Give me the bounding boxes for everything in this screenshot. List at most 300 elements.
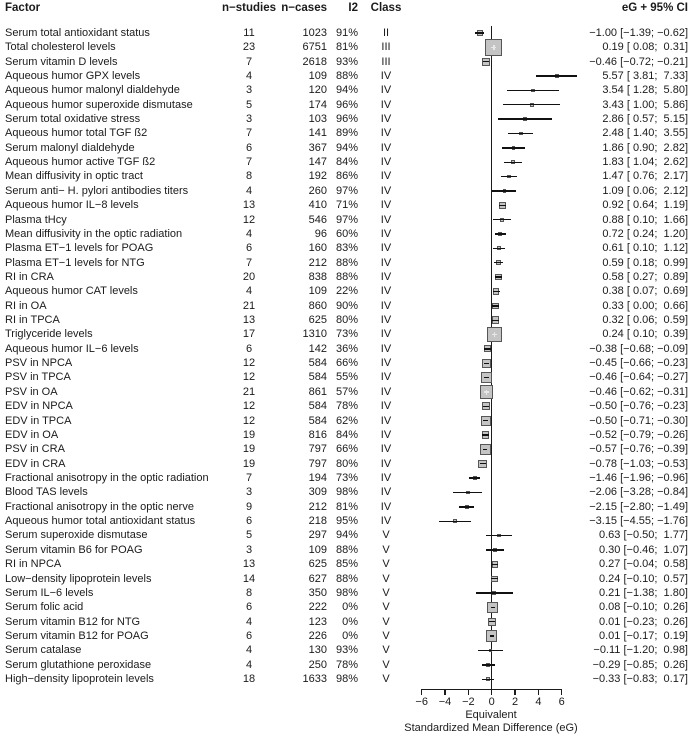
col-header-n-cases: n−cases (281, 2, 327, 14)
col-header-eg-ci: eG + 95% CI (621, 2, 688, 14)
i2-value: 57% (335, 385, 358, 398)
n-studies-value: 12 (242, 371, 256, 384)
eg-ci-value: 0.30 [−0.46; 1.07] (599, 543, 688, 556)
eg-ci-value: −0.46 [−0.72; −0.21] (589, 55, 688, 68)
n-studies-value: 8 (245, 170, 253, 183)
i2-value: 66% (335, 443, 358, 456)
eg-ci-value: 1.86 [ 0.90; 2.82] (602, 141, 688, 154)
table-row (0, 241, 690, 255)
n-studies-value: 12 (242, 213, 256, 226)
n-cases-value: 109 (308, 543, 327, 556)
n-cases-value: 838 (308, 270, 327, 283)
i2-value: 88% (335, 543, 358, 556)
class-value: IV (380, 299, 392, 312)
class-value: IV (380, 414, 392, 427)
n-studies-value: 19 (242, 443, 256, 456)
factor-label: High−density lipoprotein levels (5, 673, 154, 686)
n-studies-value: 4 (245, 285, 253, 298)
factor-label: RI in NPCA (5, 558, 62, 571)
table-row (0, 40, 690, 54)
n-studies-value: 7 (245, 55, 253, 68)
factor-label: Plasma tHcy (5, 213, 67, 226)
factor-label: Aqueous humor IL−6 levels (5, 342, 139, 355)
x-axis-tick (491, 689, 492, 695)
table-row (0, 514, 690, 528)
n-cases-value: 109 (308, 69, 327, 82)
n-cases-value: 218 (308, 515, 327, 528)
table-header (0, 1, 690, 15)
i2-value: 0% (342, 601, 358, 614)
eg-ci-value: 0.58 [ 0.27; 0.89] (602, 270, 688, 283)
n-studies-value: 6 (245, 242, 253, 255)
n-cases-value: 797 (308, 443, 327, 456)
eg-ci-value: 3.43 [ 1.00; 5.86] (602, 98, 688, 111)
table-row (0, 414, 690, 428)
table-row (0, 643, 690, 657)
table-row (0, 543, 690, 557)
eg-ci-value: 0.08 [−0.10; 0.26] (599, 601, 688, 614)
n-studies-value: 5 (245, 529, 253, 542)
table-row (0, 198, 690, 212)
i2-value: 96% (335, 98, 358, 111)
table-row (0, 557, 690, 571)
factor-label: Aqueous humor GPX levels (5, 69, 141, 82)
x-axis-tick (421, 689, 422, 695)
i2-value: 96% (335, 112, 358, 125)
x-axis-tick (468, 689, 469, 695)
i2-value: 83% (335, 242, 358, 255)
i2-value: 55% (335, 371, 358, 384)
eg-ci-value: 0.24 [ 0.10; 0.39] (602, 328, 688, 341)
table-row (0, 572, 690, 586)
x-axis-tick-label: 0 (488, 696, 495, 708)
eg-ci-value: 0.01 [−0.17; 0.19] (599, 629, 688, 642)
class-value: IV (380, 471, 392, 484)
table-row (0, 600, 690, 614)
i2-value: 98% (335, 673, 358, 686)
factor-label: RI in TPCA (5, 314, 60, 327)
n-cases-value: 1023 (302, 26, 327, 39)
eg-ci-value: −0.50 [−0.76; −0.23] (589, 400, 688, 413)
table-row (0, 586, 690, 600)
n-studies-value: 7 (245, 127, 253, 140)
table-row (0, 370, 690, 384)
class-value: V (382, 558, 390, 571)
n-cases-value: 546 (308, 213, 327, 226)
class-value: IV (380, 385, 392, 398)
i2-value: 98% (335, 586, 358, 599)
i2-value: 80% (335, 314, 358, 327)
eg-ci-value: −0.57 [−0.76; −0.39] (589, 443, 688, 456)
n-studies-value: 3 (245, 486, 253, 499)
n-studies-value: 13 (242, 558, 256, 571)
table-row (0, 442, 690, 456)
class-value: V (382, 572, 390, 585)
table-row (0, 256, 690, 270)
i2-value: 93% (335, 55, 358, 68)
n-studies-value: 4 (245, 658, 253, 671)
n-studies-value: 6 (245, 515, 253, 528)
n-studies-value: 6 (245, 342, 253, 355)
eg-ci-value: −3.15 [−4.55; −1.76] (589, 515, 688, 528)
n-studies-value: 21 (242, 385, 256, 398)
i2-value: 73% (335, 328, 358, 341)
i2-value: 97% (335, 213, 358, 226)
table-row (0, 385, 690, 399)
n-cases-value: 260 (308, 184, 327, 197)
i2-value: 0% (342, 615, 358, 628)
n-cases-value: 410 (308, 199, 327, 212)
n-studies-value: 9 (245, 500, 253, 513)
eg-ci-value: −0.33 [−0.83; 0.17] (592, 673, 688, 686)
eg-ci-value: 0.24 [−0.10; 0.57] (599, 572, 688, 585)
n-studies-value: 17 (242, 328, 256, 341)
class-value: IV (380, 486, 392, 499)
i2-value: 88% (335, 572, 358, 585)
n-studies-value: 12 (242, 357, 256, 370)
i2-value: 90% (335, 299, 358, 312)
table-row (0, 457, 690, 471)
table-row (0, 184, 690, 198)
eg-ci-value: −0.29 [−0.85; 0.26] (592, 658, 688, 671)
n-cases-value: 6751 (302, 41, 327, 54)
table-row (0, 485, 690, 499)
table-row (0, 270, 690, 284)
n-cases-value: 309 (308, 486, 327, 499)
class-value: IV (380, 342, 392, 355)
col-header-i2: I2 (348, 2, 358, 14)
factor-label: PSV in OA (5, 385, 58, 398)
factor-label: Aqueous humor CAT levels (5, 285, 138, 298)
factor-label: PSV in CRA (5, 443, 65, 456)
n-cases-value: 584 (308, 371, 327, 384)
factor-label: Aqueous humor active TGF ß2 (5, 156, 156, 169)
factor-label: RI in CRA (5, 270, 54, 283)
table-row (0, 672, 690, 686)
i2-value: 88% (335, 270, 358, 283)
table-row (0, 500, 690, 514)
i2-value: 94% (335, 141, 358, 154)
n-studies-value: 5 (245, 98, 253, 111)
eg-ci-value: −0.11 [−1.20; 0.98] (593, 644, 688, 657)
class-value: V (382, 543, 390, 556)
n-studies-value: 8 (245, 586, 253, 599)
eg-ci-value: −0.52 [−0.79; −0.26] (589, 428, 688, 441)
x-axis-tick-label: −2 (462, 696, 475, 708)
n-cases-value: 250 (308, 658, 327, 671)
class-value: V (382, 673, 390, 686)
n-cases-value: 367 (308, 141, 327, 154)
table-row (0, 299, 690, 313)
class-value: IV (380, 227, 392, 240)
eg-ci-value: 0.27 [−0.04; 0.58] (599, 558, 688, 571)
class-value: V (382, 658, 390, 671)
class-value: V (382, 629, 390, 642)
x-axis-tick (444, 689, 445, 695)
n-cases-value: 2618 (302, 55, 327, 68)
n-studies-value: 20 (242, 270, 256, 283)
eg-ci-value: −2.06 [−3.28; −0.84] (589, 486, 688, 499)
table-row (0, 313, 690, 327)
n-cases-value: 861 (308, 385, 327, 398)
factor-label: Serum vitamin B12 for POAG (5, 629, 149, 642)
i2-value: 22% (335, 285, 358, 298)
eg-ci-value: 5.57 [ 3.81; 7.33] (602, 69, 688, 82)
n-studies-value: 3 (245, 112, 253, 125)
n-studies-value: 23 (242, 41, 256, 54)
class-value: IV (380, 156, 392, 169)
n-studies-value: 19 (242, 428, 256, 441)
i2-value: 71% (335, 199, 358, 212)
i2-value: 98% (335, 486, 358, 499)
table-row (0, 213, 690, 227)
n-studies-value: 6 (245, 141, 253, 154)
n-cases-value: 212 (308, 500, 327, 513)
n-cases-value: 109 (308, 285, 327, 298)
i2-value: 86% (335, 170, 358, 183)
class-value: IV (380, 69, 392, 82)
eg-ci-value: 0.32 [ 0.06; 0.59] (602, 314, 688, 327)
eg-ci-value: 0.72 [ 0.24; 1.20] (602, 227, 688, 240)
n-cases-value: 96 (314, 227, 327, 240)
class-value: IV (380, 127, 392, 140)
x-axis-line (421, 689, 562, 690)
n-cases-value: 627 (308, 572, 327, 585)
i2-value: 36% (335, 342, 358, 355)
i2-value: 88% (335, 69, 358, 82)
table-row (0, 155, 690, 169)
n-studies-value: 4 (245, 227, 253, 240)
eg-ci-value: 0.61 [ 0.10; 1.12] (602, 242, 688, 255)
n-studies-value: 7 (245, 471, 253, 484)
n-studies-value: 4 (245, 69, 253, 82)
eg-ci-value: 0.63 [−0.50; 1.77] (599, 529, 688, 542)
x-axis-tick (538, 689, 539, 695)
factor-label: EDV in NPCA (5, 400, 73, 413)
i2-value: 60% (335, 227, 358, 240)
class-value: IV (380, 112, 392, 125)
n-cases-value: 174 (308, 98, 327, 111)
n-cases-value: 222 (308, 601, 327, 614)
class-value: IV (380, 285, 392, 298)
n-cases-value: 226 (308, 629, 327, 642)
x-axis-tick-label: 4 (535, 696, 542, 708)
table-row (0, 83, 690, 97)
i2-value: 93% (335, 644, 358, 657)
table-row (0, 629, 690, 643)
eg-ci-value: −0.38 [−0.68; −0.09] (589, 342, 688, 355)
factor-label: Serum vitamin B6 for POAG (5, 543, 143, 556)
i2-value: 95% (335, 515, 358, 528)
n-cases-value: 194 (308, 471, 327, 484)
n-cases-value: 147 (308, 156, 327, 169)
n-studies-value: 4 (245, 184, 253, 197)
i2-value: 94% (335, 529, 358, 542)
table-row (0, 141, 690, 155)
n-cases-value: 625 (308, 314, 327, 327)
n-studies-value: 13 (242, 314, 256, 327)
n-cases-value: 123 (308, 615, 327, 628)
n-cases-value: 120 (308, 84, 327, 97)
class-value: IV (380, 242, 392, 255)
col-header-class: Class (370, 2, 402, 14)
class-value: IV (380, 314, 392, 327)
eg-ci-value: −1.00 [−1.39; −0.62] (589, 26, 688, 39)
i2-value: 66% (335, 357, 358, 370)
factor-label: Serum anti− H. pylori antibodies titers (5, 184, 189, 197)
i2-value: 81% (335, 41, 358, 54)
eg-ci-value: 0.59 [ 0.18; 0.99] (602, 256, 688, 269)
x-axis-tick-label: 2 (511, 696, 519, 708)
n-studies-value: 3 (245, 543, 253, 556)
table-row (0, 471, 690, 485)
table-row (0, 126, 690, 140)
i2-value: 78% (335, 400, 358, 413)
n-studies-value: 7 (245, 156, 253, 169)
i2-value: 73% (335, 471, 358, 484)
factor-label: Fractional anisotropy in the optic radiation (5, 471, 209, 484)
n-studies-value: 4 (245, 615, 253, 628)
factor-label: Serum catalase (5, 644, 82, 657)
n-cases-value: 584 (308, 400, 327, 413)
x-axis-tick-label: −4 (438, 696, 452, 708)
n-cases-value: 103 (308, 112, 327, 125)
n-studies-value: 4 (245, 644, 253, 657)
class-value: IV (380, 371, 392, 384)
class-value: II (382, 26, 390, 39)
i2-value: 88% (335, 256, 358, 269)
eg-ci-value: 0.88 [ 0.10; 1.66] (602, 213, 688, 226)
eg-ci-value: 0.21 [−1.38; 1.80] (599, 586, 688, 599)
factor-label: Aqueous humor malonyl dialdehyde (5, 84, 180, 97)
eg-ci-value: 0.92 [ 0.64; 1.19] (602, 199, 688, 212)
class-value: V (382, 615, 390, 628)
n-cases-value: 141 (308, 127, 327, 140)
eg-ci-value: 0.19 [ 0.08; 0.31] (602, 41, 688, 54)
n-cases-value: 625 (308, 558, 327, 571)
x-axis-tick-label: 6 (558, 696, 565, 708)
col-header-n-studies: n−studies (221, 2, 276, 14)
i2-value: 0% (342, 629, 358, 642)
i2-value: 89% (335, 127, 358, 140)
class-value: IV (380, 357, 392, 370)
table-row (0, 55, 690, 69)
x-axis-tick (561, 689, 562, 695)
n-cases-value: 297 (308, 529, 327, 542)
table-row (0, 327, 690, 341)
n-studies-value: 7 (245, 256, 253, 269)
eg-ci-value: 1.47 [ 0.76; 2.17] (602, 170, 688, 183)
factor-label: Blood TAS levels (5, 486, 88, 499)
factor-label: Low−density lipoprotein levels (5, 572, 152, 585)
class-value: IV (380, 500, 392, 513)
eg-ci-value: 2.86 [ 0.57; 5.15] (602, 112, 688, 125)
table-row (0, 169, 690, 183)
table-row (0, 528, 690, 542)
x-axis-label-line2: Standardized Mean Difference (eG) (404, 722, 578, 734)
class-value: IV (380, 457, 392, 470)
eg-ci-value: 0.38 [ 0.07; 0.69] (602, 285, 688, 298)
class-value: IV (380, 213, 392, 226)
class-value: IV (380, 328, 392, 341)
x-axis-tick (514, 689, 515, 695)
factor-label: Serum malonyl dialdehyde (5, 141, 135, 154)
eg-ci-value: 2.48 [ 1.40; 3.55] (602, 127, 688, 140)
class-value: V (382, 529, 390, 542)
i2-value: 80% (335, 457, 358, 470)
table-row (0, 112, 690, 126)
factor-label: Serum glutathione peroxidase (5, 658, 152, 671)
factor-label: Plasma ET−1 levels for NTG (5, 256, 145, 269)
factor-label: Total cholesterol levels (5, 41, 116, 54)
eg-ci-value: −0.50 [−0.71; −0.30] (589, 414, 688, 427)
factor-label: Serum total antioxidant status (5, 26, 150, 39)
factor-label: Triglyceride levels (5, 328, 93, 341)
factor-label: Mean diffusivity in optic tract (5, 170, 143, 183)
x-axis-tick-label: −6 (415, 696, 428, 708)
n-studies-value: 14 (242, 572, 256, 585)
eg-ci-value: 1.09 [ 0.06; 2.12] (602, 184, 688, 197)
factor-label: EDV in CRA (5, 457, 66, 470)
table-row (0, 658, 690, 672)
n-studies-value: 19 (242, 457, 256, 470)
class-value: IV (380, 256, 392, 269)
n-studies-value: 21 (242, 299, 256, 312)
table-row (0, 615, 690, 629)
eg-ci-value: −0.78 [−1.03; −0.53] (589, 457, 688, 470)
class-value: IV (380, 515, 392, 528)
factor-label: PSV in NPCA (5, 357, 73, 370)
class-value: IV (380, 400, 392, 413)
i2-value: 94% (335, 84, 358, 97)
table-row (0, 227, 690, 241)
factor-label: Serum total oxidative stress (5, 112, 141, 125)
factor-label: Aqueous humor IL−8 levels (5, 199, 139, 212)
class-value: IV (380, 270, 392, 283)
n-cases-value: 797 (308, 457, 327, 470)
factor-label: Mean diffusivity in the optic radiation (5, 227, 183, 240)
i2-value: 91% (335, 26, 358, 39)
n-studies-value: 13 (242, 199, 256, 212)
i2-value: 84% (335, 156, 358, 169)
class-value: III (381, 41, 391, 54)
factor-label: Serum vitamin D levels (5, 55, 118, 68)
factor-label: Aqueous humor total TGF ß2 (5, 127, 148, 140)
i2-value: 85% (335, 558, 358, 571)
n-cases-value: 212 (308, 256, 327, 269)
i2-value: 62% (335, 414, 358, 427)
n-cases-value: 130 (308, 644, 327, 657)
class-value: V (382, 586, 390, 599)
table-row (0, 428, 690, 442)
n-studies-value: 6 (245, 601, 253, 614)
eg-ci-value: −1.46 [−1.96; −0.96] (589, 471, 688, 484)
eg-ci-value: −2.15 [−2.80; −1.49] (589, 500, 688, 513)
i2-value: 84% (335, 428, 358, 441)
col-header-factor: Factor (5, 2, 41, 14)
factor-label: Fractional anisotropy in the optic nerve (5, 500, 194, 513)
eg-ci-value: 3.54 [ 1.28; 5.80] (602, 84, 688, 97)
n-cases-value: 816 (308, 428, 327, 441)
class-value: V (382, 601, 390, 614)
factor-label: Serum superoxide dismutase (5, 529, 148, 542)
i2-value: 97% (335, 184, 358, 197)
table-row (0, 26, 690, 40)
n-studies-value: 12 (242, 414, 256, 427)
table-row (0, 399, 690, 413)
class-value: V (382, 644, 390, 657)
class-value: IV (380, 84, 392, 97)
